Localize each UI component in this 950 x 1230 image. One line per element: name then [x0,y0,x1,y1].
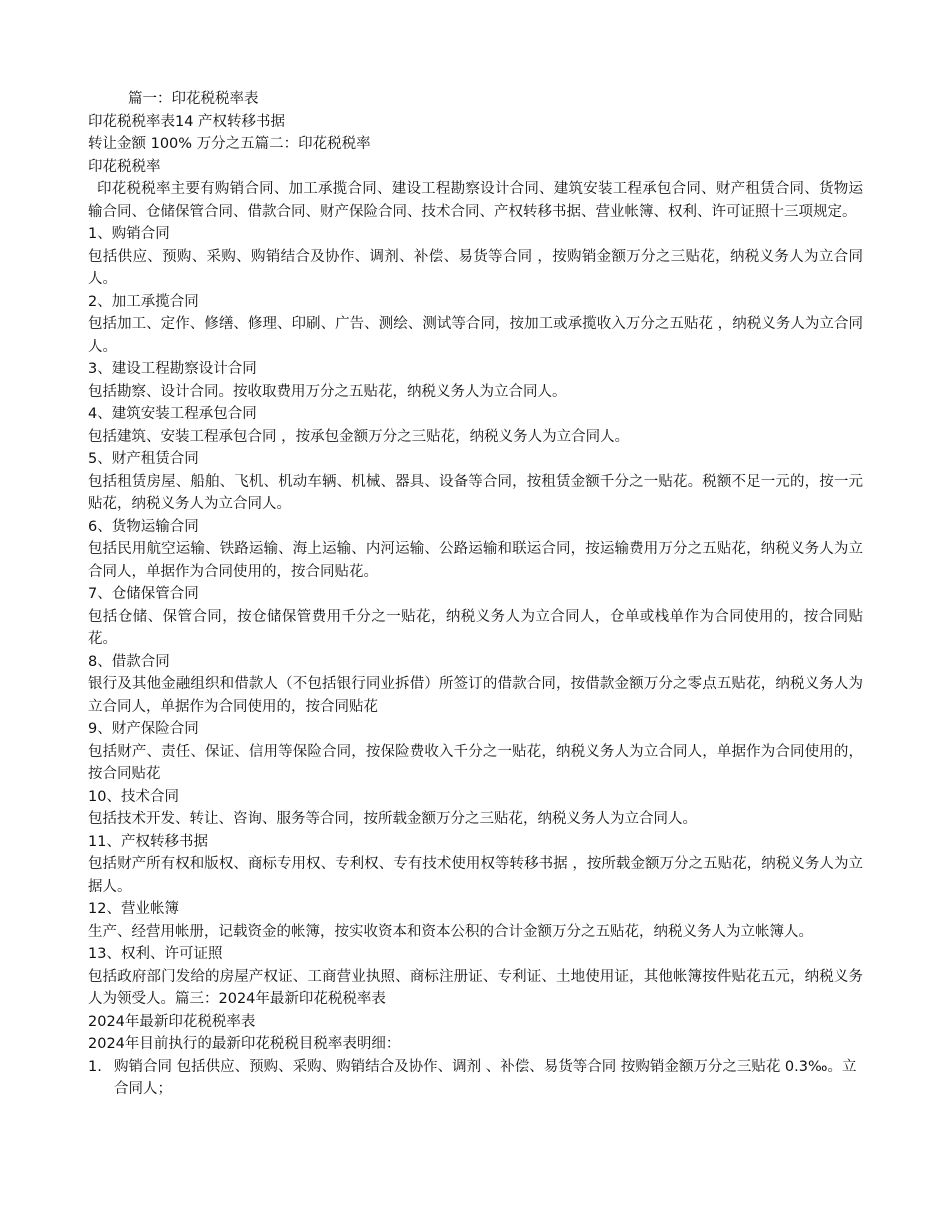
item-heading: 9、财产保险合同 [88,721,199,737]
item-heading: 10、技术合同 [88,788,179,805]
list-text: 购销合同 包括供应、预购、采购、购销结合及协作、调剂 、补偿、易货等合同 按购销金额万分之三贴花 0.3‰。立合同人； [114,1058,857,1097]
list-number: 1. [88,1058,102,1075]
item-body: 包括供应、预购、采购、购销结合及协作、调剂、补偿、易货等合同 ，按购销金额万分之三贴花，纳税义务人为立合同人。 [88,248,863,287]
intro-paragraph: 印花税税率主要有购销合同、加工承揽合同、建设工程勘察设计合同、建筑安装工程承包合同、财产租赁合同、货物运输合同、仓储保管合同、借款合同、财产保险合同、技术合同、产权转移书据、营业帐簿、权利、许可证照十三项规定。 [88,181,863,220]
item-heading: 1、购销合同 [88,226,170,242]
item-heading: 2、加工承揽合同 [88,293,199,310]
item-heading: 7、仓储保管合同 [88,586,199,602]
subheading: 印花税税率 [88,158,161,175]
item-heading: 12、营业帐簿 [88,901,179,917]
item-body: 包括建筑、安装工程承包合同 ，按承包金额万分之三贴花，纳税义务人为立合同人。 [88,428,630,445]
item-body: 包括仓储、保管合同，按仓储保管费用千分之一贴花，纳税义务人为立合同人，仓单或栈单作为合同使用的，按合同贴花。 [88,608,863,647]
section-heading: 篇一：印花税税率表 [128,91,259,107]
item-body: 包括勘察、设计合同。按收取费用万分之五贴花，纳税义务人为立合同人。 [88,383,567,400]
item-body: 包括加工、定作、修缮、修理、印刷、广告、测绘、测试等合同，按加工或承揽收入万分之五贴花 ，纳税义务人为立合同人。 [88,316,863,355]
item-body: 包括技术开发、转让、咨询、服务等合同，按所载金额万分之三贴花，纳税义务人为立合同人。 [88,811,697,827]
item-heading: 4、建筑安装工程承包合同 [88,406,257,422]
item-heading: 3、建设工程勘察设计合同 [88,361,257,377]
item-body: 包括财产、责任、保证、信用等保险合同，按保险费收入千分之一贴花，纳税义务人为立合同人，单据作为合同使用的，按合同贴花 [88,743,863,782]
item-heading: 11、产权转移书据 [88,833,208,850]
item-body: 包括政府部门发给的房屋产权证、工商营业执照、商标注册证、专利证、土地使用证，其他帐簿按件贴花五元，纳税义务人为领受人。篇三：2024年最新印花税税率表 [88,968,863,1007]
item-heading: 6、货物运输合同 [88,518,199,535]
item-body: 包括财产所有权和版权、商标专用权、专利权、专有技术使用权等转移书据 ，按所载金额万分之五贴花，纳税义务人为立据人。 [88,856,863,895]
paragraph: 印花税税率表14 产权转移书据 [88,113,286,130]
item-body: 生产、经营用帐册，记载资金的帐簿，按实收资本和资本公积的合计金额万分之五贴花，纳税义务人为立帐簿人。 [88,923,813,940]
item-body: 银行及其他金融组织和借款人（不包括银行同业拆借）所签订的借款合同，按借款金额万分之零点五贴花，纳税义务人为立合同人，单据作为合同使用的，按合同贴花 [88,676,863,715]
item-heading: 8、借款合同 [88,653,170,670]
item-body: 包括民用航空运输、铁路运输、海上运输、内河运输、公路运输和联运合同，按运输费用万分之五贴花，纳税义务人为立合同人，单据作为合同使用的，按合同贴花。 [88,541,863,580]
item-heading: 5、财产租赁合同 [88,451,199,467]
document-page [88,88,863,1101]
numbered-list-item [88,1056,863,1101]
item-body: 包括租赁房屋、船舶、飞机、机动车辆、机械、器具、设备等合同，按租赁金额千分之一贴花。税额不足一元的，按一元贴花，纳税义务人为立合同人。 [88,473,863,512]
item-heading: 13、权利、许可证照 [88,946,223,962]
paragraph: 转让金额 100% 万分之五篇二：印花税税率 [88,136,371,152]
paragraph: 2024年目前执行的最新印花税税目税率表明细： [88,1036,401,1052]
section-heading: 2024年最新印花税税率表 [88,1013,256,1030]
